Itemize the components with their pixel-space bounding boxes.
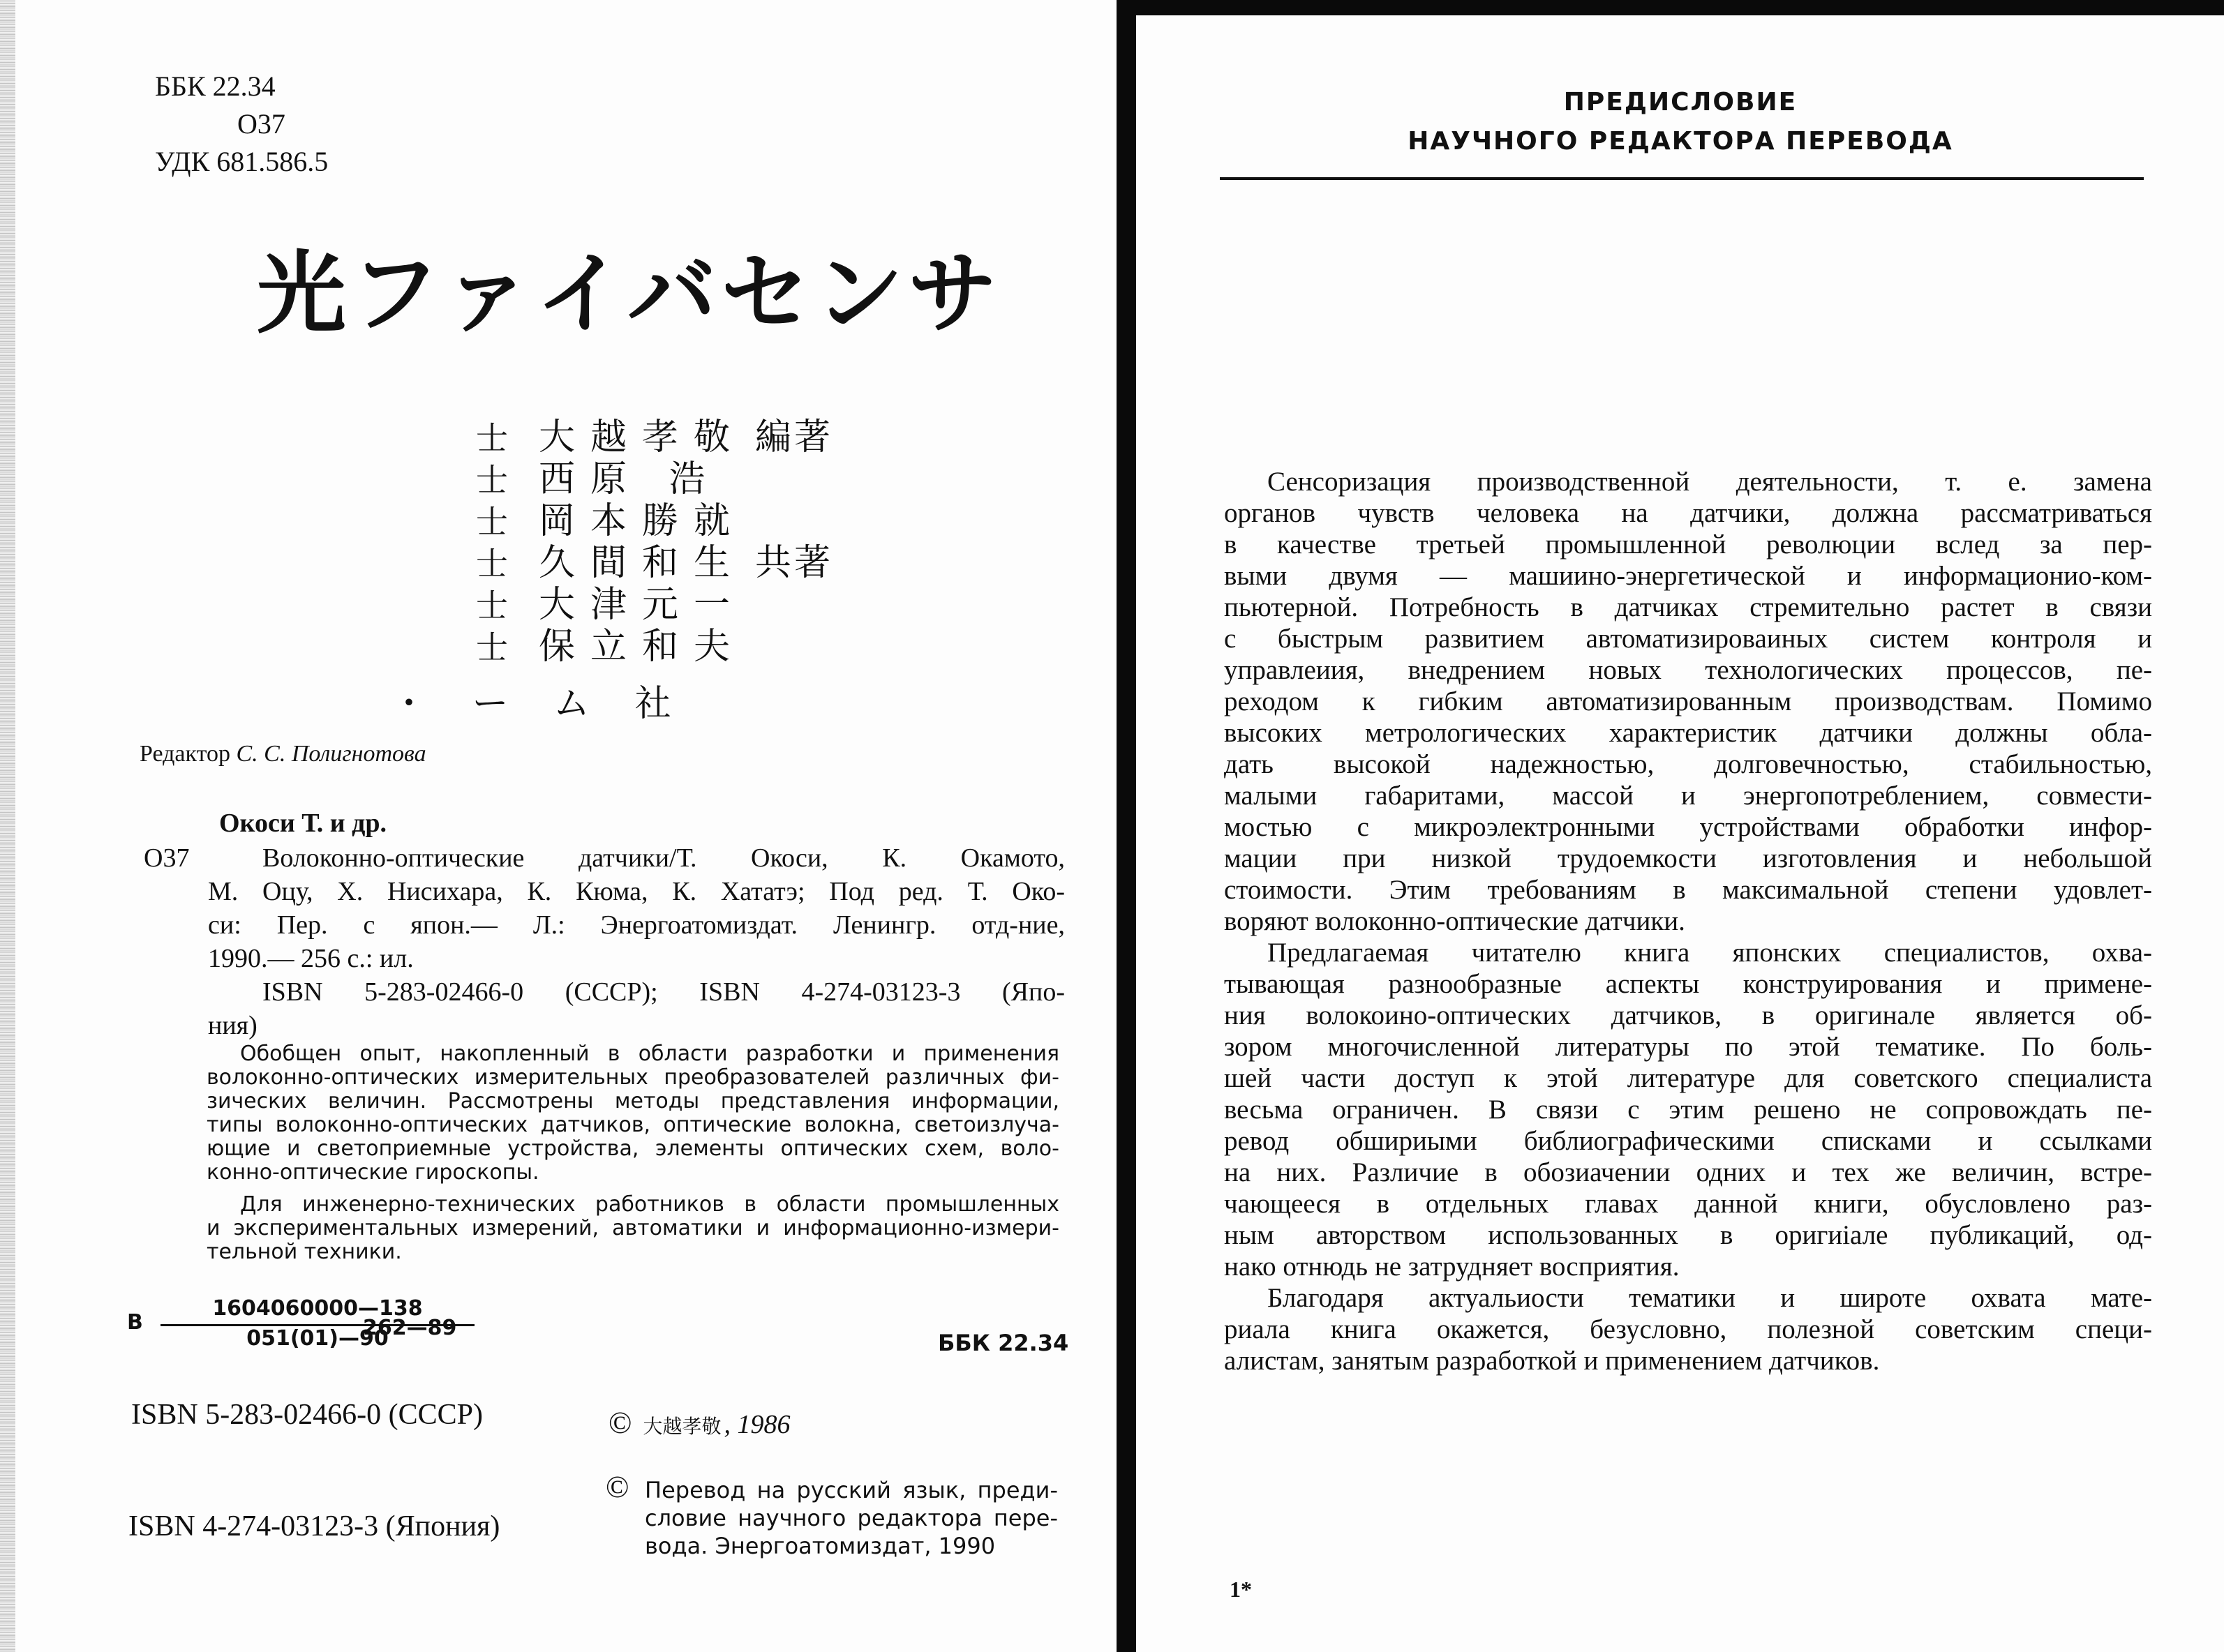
copyright-year: , 1986	[724, 1410, 791, 1439]
paragraph-line: риала книга окажется, безусловно, полезной советским специ-	[1224, 1314, 2152, 1344]
catalog-numerator: 1604060000—138	[212, 1296, 423, 1321]
signature-mark: 1*	[1230, 1577, 1252, 1602]
author-row: 士 大越孝敬 編著	[476, 416, 834, 458]
editor-credit	[140, 741, 426, 767]
annotation	[207, 1042, 1059, 1264]
paragraph-line: чающееся в отдельных главах данной книги, обусловлено раз-	[1224, 1189, 2152, 1219]
copyright-line: вода. Энергоатомиздат, 1990	[645, 1533, 996, 1559]
audience-line: тельной техники.	[207, 1240, 402, 1264]
editor-name: С. С. Полигнотова	[236, 741, 426, 767]
biblio-code: О37	[144, 843, 190, 873]
paragraph-line: ным авторством использованных в оригиiале публикаций, од-	[1224, 1220, 2152, 1250]
annotation-line: зических величин. Рассмотрены методы представления информации,	[207, 1089, 1059, 1113]
catalog-index	[127, 1296, 1069, 1359]
author-row: 士 大津元一	[476, 584, 746, 626]
scan-edge-noise	[0, 0, 15, 1652]
paragraph-line: ния волокоино-оптических датчиков, в оригинале является об-	[1224, 1000, 2152, 1030]
biblio-entry	[144, 841, 1065, 1042]
paragraph-line: воряют волоконно-оптические датчики.	[1224, 906, 1685, 936]
paragraph-line: мации при низкой трудоемкости изготовления и небольшой	[1224, 843, 2152, 873]
biblio-line: Волоконно-оптические датчики/Т. Окоси, К. Окамото,	[262, 843, 1065, 873]
author-mark: О37	[237, 108, 285, 140]
author-row: 士 保立和夫	[476, 626, 746, 668]
paragraph-line: стоимости. Этим требованиям в максимальной степени удовлет-	[1224, 875, 2152, 905]
paragraph-line: алистам, занятым разработкой и применением датчиков.	[1224, 1346, 1880, 1376]
heading-line-1: ПРЕДИСЛОВИЕ	[1563, 88, 1798, 117]
book-spine-shadow	[1117, 0, 1136, 1652]
copyright-icon: ©	[609, 1406, 632, 1440]
preface-heading	[1220, 88, 2141, 166]
paragraph-line: тывающая разнообразные аспекты конструирования и примене-	[1224, 969, 2152, 999]
paragraph-line: высоких метрологических характеристик датчики должны обла-	[1224, 718, 2152, 748]
copyright-icon: ©	[606, 1470, 629, 1504]
catalog-bbk: ББК 22.34	[938, 1330, 1069, 1356]
paragraph-line: управлеиия, внедрением новых технологических процессов, пе-	[1224, 655, 2152, 685]
preface-body	[1224, 466, 2152, 1376]
annotation-line: конно-оптические гироскопы.	[207, 1160, 539, 1185]
paragraph-line: Сенсоризация производственной деятельности, т. е. замена	[1267, 467, 2152, 497]
biblio-line: си: Пер. с япон.— Л.: Энергоатомиздат. Ленингр. отд-ние,	[208, 910, 1065, 940]
catalog-prefix: В	[127, 1310, 143, 1335]
isbn-ussr: ISBN 5-283-02466-0 (СССР)	[131, 1399, 484, 1431]
annotation-line: волоконно-оптических измерительных преобразователей различных фи-	[207, 1065, 1059, 1090]
paragraph-line: нако отнюдь не затрудняет восприятия.	[1224, 1252, 1680, 1282]
bibliographic-record	[144, 808, 1065, 1042]
paragraph-line: выми двумя — машиино-энергетической и информационио-ком-	[1224, 561, 2152, 591]
paragraph-line: в качестве третьей промышленной революции вслед за пер-	[1224, 530, 2152, 560]
paragraph-line: пьютерной. Потребность в датчиках стремительно растет в связи	[1224, 592, 2152, 622]
biblio-isbn-line: ния)	[208, 1011, 258, 1040]
udk-code: УДК 681.586.5	[155, 146, 329, 177]
copyright-translation	[606, 1470, 1058, 1560]
heading-rule	[1220, 177, 2144, 180]
bbk-code: ББК 22.34	[155, 70, 276, 102]
scan-top-shadow	[1117, 0, 2224, 15]
paragraph-line: мостью с микроэлектронными устройствами обработки инфор-	[1224, 812, 2152, 842]
paragraph-line: Предлагаемая читателю книга японских специалистов, охва-	[1267, 938, 2152, 968]
paragraph-line: ревод обшириыми библиографическими списками и ссылками	[1224, 1126, 2152, 1156]
paragraph-line: на них. Различие в обозиачении одних и тех же величин, встре-	[1224, 1157, 2152, 1187]
japanese-publisher: ・ ー ム 社	[391, 683, 688, 725]
japanese-title: 光ファイバセンサ	[257, 242, 1001, 346]
copyright-line: Перевод на русский язык, преди-	[645, 1477, 1058, 1503]
paragraph-line: Благодаря актуальиости тематики и широте охвата мате-	[1267, 1283, 2152, 1313]
isbn-japan: ISBN 4-274-03123-3 (Япония)	[128, 1510, 500, 1542]
copyright-line: словие научного редактора пере-	[645, 1505, 1058, 1531]
biblio-line: М. Оцу, Х. Нисихара, К. Кюма, К. Хататэ; Под ред. Т. Око-	[208, 877, 1065, 906]
bbk-block	[155, 70, 328, 183]
editor-label: Редактор	[140, 741, 230, 767]
annotation-line: ющие и светоприемные устройства, элементы оптических схем, воло-	[207, 1136, 1059, 1161]
annotation-line: Обобщен опыт, накопленный в области разработки и применения	[240, 1042, 1059, 1066]
catalog-suffix: 262—89	[363, 1316, 457, 1340]
copyright-original	[609, 1405, 790, 1441]
author-row: 士 久間和生 共著	[476, 542, 834, 584]
paragraph-line: весьма ограничен. В связи с этим решено не сопровождать пе-	[1224, 1095, 2152, 1125]
catalog-denominator: 051(01)—90	[161, 1324, 475, 1354]
copyright-holder: 大越孝敬	[643, 1415, 722, 1438]
biblio-isbn-line: ISBN 5-283-02466-0 (СССР); ISBN 4-274-03123-3 (Япо-	[262, 977, 1065, 1007]
authors-list	[476, 407, 834, 668]
paragraph-line: зором многочисленной литературы по этой тематике. По боль-	[1224, 1032, 2152, 1062]
paragraph-line: с быстрым развитием автоматизироваиных систем контроля и	[1224, 624, 2152, 654]
audience-line: Для инженерно-технических работников в области промышленных	[240, 1192, 1059, 1217]
author-row: 士 岡本勝就	[476, 500, 746, 542]
biblio-author: Окоси Т. и др.	[219, 809, 387, 838]
author-row: 士 西原 浩	[476, 458, 721, 500]
biblio-line: 1990.— 256 с.: ил.	[208, 944, 414, 973]
paragraph-line: органов чувств человека на датчики, должна рассматриваться	[1224, 498, 2152, 528]
paragraph-line: малыми габаритами, массой и энергопотреблением, совмести-	[1224, 781, 2152, 811]
paragraph-line: дать высокой надежностью, долговечностью, стабильностью,	[1224, 749, 2152, 779]
audience-line: и экспериментальных измерений, автоматики и информационно-измери-	[207, 1216, 1059, 1240]
paragraph-line: реходом к гибким автоматизированным производствам. Помимо	[1224, 686, 2152, 716]
paragraph-line: шей части доступ к этой литературе для советского специалиста	[1224, 1063, 2152, 1093]
annotation-line: типы волоконно-оптических датчиков, оптические волокна, светоизлуча-	[207, 1113, 1059, 1137]
heading-line-2: НАУЧНОГО РЕДАКТОРА ПЕРЕВОДА	[1408, 127, 1953, 156]
